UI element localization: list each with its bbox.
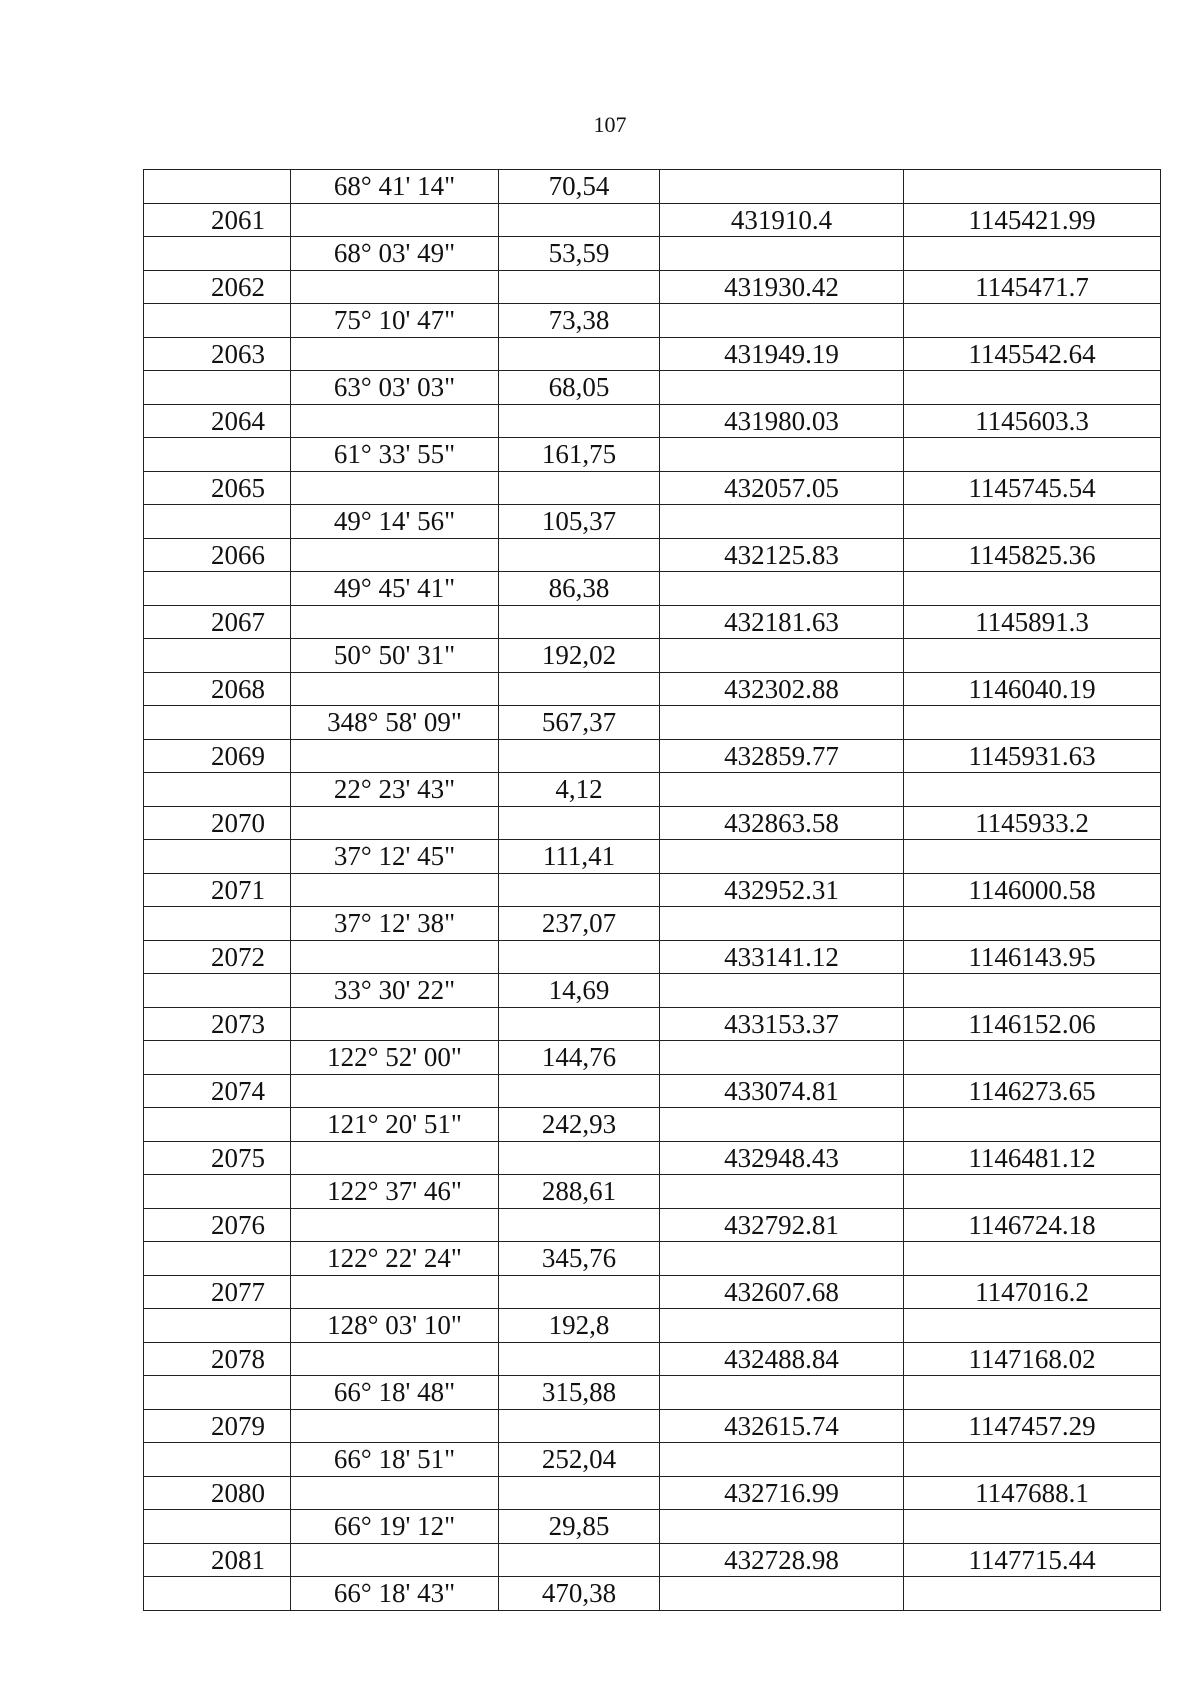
point-number-cell: 2061 <box>144 203 291 237</box>
direction-angle-cell <box>291 1275 499 1309</box>
y-coordinate-cell <box>904 840 1161 874</box>
x-coordinate-cell: 432948.43 <box>660 1141 904 1175</box>
y-coordinate-cell: 1146481.12 <box>904 1141 1161 1175</box>
distance-cell: 111,41 <box>499 840 660 874</box>
y-coordinate-cell: 1145931.63 <box>904 739 1161 773</box>
x-coordinate-cell <box>660 572 904 606</box>
y-coordinate-cell: 1146040.19 <box>904 672 1161 706</box>
point-number-cell: 2065 <box>144 471 291 505</box>
table-row <box>144 505 1161 539</box>
point-number-cell: 2075 <box>144 1141 291 1175</box>
table-row <box>144 605 1161 639</box>
table-row <box>144 639 1161 673</box>
point-number-cell <box>144 304 291 338</box>
x-coordinate-cell: 432181.63 <box>660 605 904 639</box>
direction-angle-cell: 348° 58' 09" <box>291 706 499 740</box>
y-coordinate-cell <box>904 1175 1161 1209</box>
x-coordinate-cell <box>660 907 904 941</box>
direction-angle-cell: 68° 03' 49" <box>291 237 499 271</box>
distance-cell: 192,8 <box>499 1309 660 1343</box>
table-row <box>144 1443 1161 1477</box>
x-coordinate-cell: 432728.98 <box>660 1543 904 1577</box>
direction-angle-cell: 66° 18' 43" <box>291 1577 499 1611</box>
distance-cell <box>499 1007 660 1041</box>
x-coordinate-cell <box>660 1510 904 1544</box>
y-coordinate-cell: 1145933.2 <box>904 806 1161 840</box>
point-number-cell: 2068 <box>144 672 291 706</box>
direction-angle-cell: 66° 18' 48" <box>291 1376 499 1410</box>
table-row <box>144 840 1161 874</box>
table-row <box>144 1510 1161 1544</box>
table-row <box>144 773 1161 807</box>
distance-cell <box>499 1476 660 1510</box>
point-number-cell <box>144 505 291 539</box>
table-row <box>144 739 1161 773</box>
table-row <box>144 1175 1161 1209</box>
distance-cell <box>499 404 660 438</box>
distance-cell: 53,59 <box>499 237 660 271</box>
table-row <box>144 371 1161 405</box>
table-row <box>144 538 1161 572</box>
direction-angle-cell: 63° 03' 03" <box>291 371 499 405</box>
y-coordinate-cell: 1146273.65 <box>904 1074 1161 1108</box>
point-number-cell <box>144 1510 291 1544</box>
direction-angle-cell <box>291 1208 499 1242</box>
table-row <box>144 1141 1161 1175</box>
table-body <box>144 170 1161 1611</box>
direction-angle-cell: 61° 33' 55" <box>291 438 499 472</box>
x-coordinate-cell <box>660 1175 904 1209</box>
y-coordinate-cell: 1147016.2 <box>904 1275 1161 1309</box>
y-coordinate-cell <box>904 639 1161 673</box>
direction-angle-cell: 66° 19' 12" <box>291 1510 499 1544</box>
x-coordinate-cell: 432057.05 <box>660 471 904 505</box>
x-coordinate-cell: 431930.42 <box>660 270 904 304</box>
point-number-cell <box>144 1376 291 1410</box>
x-coordinate-cell <box>660 1443 904 1477</box>
distance-cell <box>499 538 660 572</box>
y-coordinate-cell: 1147457.29 <box>904 1409 1161 1443</box>
point-number-cell: 2080 <box>144 1476 291 1510</box>
table-row <box>144 1208 1161 1242</box>
distance-cell <box>499 739 660 773</box>
distance-cell: 252,04 <box>499 1443 660 1477</box>
distance-cell <box>499 806 660 840</box>
table-row <box>144 471 1161 505</box>
distance-cell <box>499 1141 660 1175</box>
table-row <box>144 270 1161 304</box>
distance-cell: 70,54 <box>499 170 660 204</box>
x-coordinate-cell <box>660 639 904 673</box>
direction-angle-cell <box>291 538 499 572</box>
y-coordinate-cell: 1145745.54 <box>904 471 1161 505</box>
y-coordinate-cell: 1146000.58 <box>904 873 1161 907</box>
x-coordinate-cell: 431910.4 <box>660 203 904 237</box>
direction-angle-cell <box>291 940 499 974</box>
distance-cell <box>499 1275 660 1309</box>
distance-cell: 345,76 <box>499 1242 660 1276</box>
distance-cell <box>499 1208 660 1242</box>
y-coordinate-cell <box>904 1577 1161 1611</box>
y-coordinate-cell: 1145542.64 <box>904 337 1161 371</box>
direction-angle-cell <box>291 404 499 438</box>
distance-cell: 105,37 <box>499 505 660 539</box>
x-coordinate-cell <box>660 304 904 338</box>
distance-cell: 161,75 <box>499 438 660 472</box>
direction-angle-cell: 49° 14' 56" <box>291 505 499 539</box>
point-number-cell: 2072 <box>144 940 291 974</box>
x-coordinate-cell: 433141.12 <box>660 940 904 974</box>
table-row <box>144 170 1161 204</box>
direction-angle-cell: 22° 23' 43" <box>291 773 499 807</box>
table-row <box>144 237 1161 271</box>
y-coordinate-cell: 1145603.3 <box>904 404 1161 438</box>
y-coordinate-cell <box>904 304 1161 338</box>
direction-angle-cell <box>291 1342 499 1376</box>
x-coordinate-cell: 432859.77 <box>660 739 904 773</box>
y-coordinate-cell: 1146724.18 <box>904 1208 1161 1242</box>
distance-cell: 567,37 <box>499 706 660 740</box>
table-row <box>144 1376 1161 1410</box>
point-number-cell <box>144 639 291 673</box>
distance-cell <box>499 471 660 505</box>
direction-angle-cell <box>291 270 499 304</box>
direction-angle-cell: 122° 52' 00" <box>291 1041 499 1075</box>
point-number-cell <box>144 1041 291 1075</box>
x-coordinate-cell <box>660 840 904 874</box>
y-coordinate-cell <box>904 907 1161 941</box>
distance-cell <box>499 337 660 371</box>
point-number-cell: 2076 <box>144 1208 291 1242</box>
point-number-cell: 2078 <box>144 1342 291 1376</box>
point-number-cell: 2073 <box>144 1007 291 1041</box>
table-row <box>144 203 1161 237</box>
y-coordinate-cell <box>904 1041 1161 1075</box>
y-coordinate-cell <box>904 1443 1161 1477</box>
distance-cell: 68,05 <box>499 371 660 405</box>
x-coordinate-cell <box>660 773 904 807</box>
distance-cell: 86,38 <box>499 572 660 606</box>
table-row <box>144 1007 1161 1041</box>
x-coordinate-cell <box>660 371 904 405</box>
y-coordinate-cell: 1145825.36 <box>904 538 1161 572</box>
direction-angle-cell <box>291 203 499 237</box>
direction-angle-cell <box>291 1409 499 1443</box>
direction-angle-cell: 128° 03' 10" <box>291 1309 499 1343</box>
x-coordinate-cell: 432952.31 <box>660 873 904 907</box>
y-coordinate-cell: 1146152.06 <box>904 1007 1161 1041</box>
direction-angle-cell: 33° 30' 22" <box>291 974 499 1008</box>
table-row <box>144 1108 1161 1142</box>
table-row <box>144 337 1161 371</box>
table-row <box>144 438 1161 472</box>
x-coordinate-cell <box>660 505 904 539</box>
point-number-cell: 2071 <box>144 873 291 907</box>
y-coordinate-cell <box>904 773 1161 807</box>
x-coordinate-cell: 431980.03 <box>660 404 904 438</box>
table-row <box>144 1342 1161 1376</box>
x-coordinate-cell: 433153.37 <box>660 1007 904 1041</box>
direction-angle-cell: 37° 12' 45" <box>291 840 499 874</box>
x-coordinate-cell: 432792.81 <box>660 1208 904 1242</box>
distance-cell <box>499 1409 660 1443</box>
table-row <box>144 974 1161 1008</box>
direction-angle-cell: 122° 37' 46" <box>291 1175 499 1209</box>
point-number-cell <box>144 1577 291 1611</box>
point-number-cell: 2069 <box>144 739 291 773</box>
y-coordinate-cell: 1146143.95 <box>904 940 1161 974</box>
direction-angle-cell <box>291 337 499 371</box>
distance-cell: 315,88 <box>499 1376 660 1410</box>
point-number-cell: 2081 <box>144 1543 291 1577</box>
point-number-cell <box>144 706 291 740</box>
x-coordinate-cell <box>660 1577 904 1611</box>
x-coordinate-cell <box>660 438 904 472</box>
y-coordinate-cell: 1147168.02 <box>904 1342 1161 1376</box>
distance-cell <box>499 203 660 237</box>
direction-angle-cell: 68° 41' 14" <box>291 170 499 204</box>
direction-angle-cell <box>291 1476 499 1510</box>
y-coordinate-cell: 1147715.44 <box>904 1543 1161 1577</box>
table-row <box>144 1074 1161 1108</box>
point-number-cell: 2067 <box>144 605 291 639</box>
y-coordinate-cell <box>904 237 1161 271</box>
direction-angle-cell: 66° 18' 51" <box>291 1443 499 1477</box>
y-coordinate-cell: 1145891.3 <box>904 605 1161 639</box>
y-coordinate-cell: 1145471.7 <box>904 270 1161 304</box>
x-coordinate-cell <box>660 1376 904 1410</box>
direction-angle-cell: 122° 22' 24" <box>291 1242 499 1276</box>
x-coordinate-cell: 432716.99 <box>660 1476 904 1510</box>
direction-angle-cell <box>291 1074 499 1108</box>
point-number-cell <box>144 438 291 472</box>
point-number-cell <box>144 1309 291 1343</box>
distance-cell: 144,76 <box>499 1041 660 1075</box>
direction-angle-cell <box>291 471 499 505</box>
point-number-cell <box>144 1175 291 1209</box>
y-coordinate-cell <box>904 1309 1161 1343</box>
x-coordinate-cell <box>660 237 904 271</box>
point-number-cell: 2062 <box>144 270 291 304</box>
table-row <box>144 1476 1161 1510</box>
x-coordinate-cell <box>660 974 904 1008</box>
y-coordinate-cell <box>904 1108 1161 1142</box>
direction-angle-cell <box>291 1543 499 1577</box>
table-row <box>144 1543 1161 1577</box>
x-coordinate-cell: 432125.83 <box>660 538 904 572</box>
y-coordinate-cell <box>904 505 1161 539</box>
direction-angle-cell <box>291 806 499 840</box>
table-row <box>144 1409 1161 1443</box>
table-row <box>144 672 1161 706</box>
direction-angle-cell <box>291 873 499 907</box>
point-number-cell <box>144 572 291 606</box>
table-row <box>144 1242 1161 1276</box>
direction-angle-cell <box>291 605 499 639</box>
distance-cell: 14,69 <box>499 974 660 1008</box>
table-row <box>144 806 1161 840</box>
table-row <box>144 304 1161 338</box>
point-number-cell <box>144 1443 291 1477</box>
y-coordinate-cell <box>904 572 1161 606</box>
table-row <box>144 1577 1161 1611</box>
direction-angle-cell <box>291 1141 499 1175</box>
distance-cell: 4,12 <box>499 773 660 807</box>
point-number-cell <box>144 1108 291 1142</box>
point-number-cell: 2077 <box>144 1275 291 1309</box>
direction-angle-cell: 121° 20' 51" <box>291 1108 499 1142</box>
page-number: 107 <box>593 112 627 137</box>
distance-cell <box>499 270 660 304</box>
x-coordinate-cell <box>660 1108 904 1142</box>
table-row <box>144 1309 1161 1343</box>
distance-cell: 470,38 <box>499 1577 660 1611</box>
y-coordinate-cell <box>904 438 1161 472</box>
distance-cell <box>499 873 660 907</box>
x-coordinate-cell <box>660 1242 904 1276</box>
point-number-cell: 2066 <box>144 538 291 572</box>
direction-angle-cell: 49° 45' 41" <box>291 572 499 606</box>
coordinates-table <box>143 169 1161 1611</box>
x-coordinate-cell: 432488.84 <box>660 1342 904 1376</box>
y-coordinate-cell: 1147688.1 <box>904 1476 1161 1510</box>
y-coordinate-cell <box>904 1376 1161 1410</box>
x-coordinate-cell: 432302.88 <box>660 672 904 706</box>
x-coordinate-cell: 433074.81 <box>660 1074 904 1108</box>
point-number-cell <box>144 237 291 271</box>
point-number-cell: 2079 <box>144 1409 291 1443</box>
table-row <box>144 706 1161 740</box>
point-number-cell: 2074 <box>144 1074 291 1108</box>
point-number-cell <box>144 371 291 405</box>
y-coordinate-cell <box>904 371 1161 405</box>
direction-angle-cell: 37° 12' 38" <box>291 907 499 941</box>
point-number-cell <box>144 840 291 874</box>
y-coordinate-cell <box>904 170 1161 204</box>
point-number-cell <box>144 1242 291 1276</box>
distance-cell <box>499 1074 660 1108</box>
point-number-cell: 2064 <box>144 404 291 438</box>
point-number-cell <box>144 170 291 204</box>
table-row <box>144 1275 1161 1309</box>
x-coordinate-cell: 432863.58 <box>660 806 904 840</box>
direction-angle-cell: 75° 10' 47" <box>291 304 499 338</box>
distance-cell: 29,85 <box>499 1510 660 1544</box>
table-row <box>144 404 1161 438</box>
x-coordinate-cell: 432607.68 <box>660 1275 904 1309</box>
direction-angle-cell: 50° 50' 31" <box>291 639 499 673</box>
distance-cell: 73,38 <box>499 304 660 338</box>
table-row <box>144 572 1161 606</box>
table-row <box>144 1041 1161 1075</box>
point-number-cell <box>144 773 291 807</box>
direction-angle-cell <box>291 672 499 706</box>
x-coordinate-cell: 432615.74 <box>660 1409 904 1443</box>
distance-cell: 242,93 <box>499 1108 660 1142</box>
distance-cell: 192,02 <box>499 639 660 673</box>
distance-cell: 237,07 <box>499 907 660 941</box>
distance-cell <box>499 1543 660 1577</box>
direction-angle-cell <box>291 1007 499 1041</box>
distance-cell: 288,61 <box>499 1175 660 1209</box>
distance-cell <box>499 940 660 974</box>
x-coordinate-cell <box>660 1041 904 1075</box>
table-row <box>144 940 1161 974</box>
y-coordinate-cell <box>904 1510 1161 1544</box>
x-coordinate-cell <box>660 1309 904 1343</box>
distance-cell <box>499 672 660 706</box>
y-coordinate-cell <box>904 974 1161 1008</box>
direction-angle-cell <box>291 739 499 773</box>
point-number-cell <box>144 974 291 1008</box>
point-number-cell: 2070 <box>144 806 291 840</box>
point-number-cell: 2063 <box>144 337 291 371</box>
y-coordinate-cell <box>904 706 1161 740</box>
distance-cell <box>499 1342 660 1376</box>
y-coordinate-cell: 1145421.99 <box>904 203 1161 237</box>
point-number-cell <box>144 907 291 941</box>
y-coordinate-cell <box>904 1242 1161 1276</box>
x-coordinate-cell <box>660 170 904 204</box>
x-coordinate-cell <box>660 706 904 740</box>
x-coordinate-cell: 431949.19 <box>660 337 904 371</box>
distance-cell <box>499 605 660 639</box>
table-row <box>144 907 1161 941</box>
table-row <box>144 873 1161 907</box>
